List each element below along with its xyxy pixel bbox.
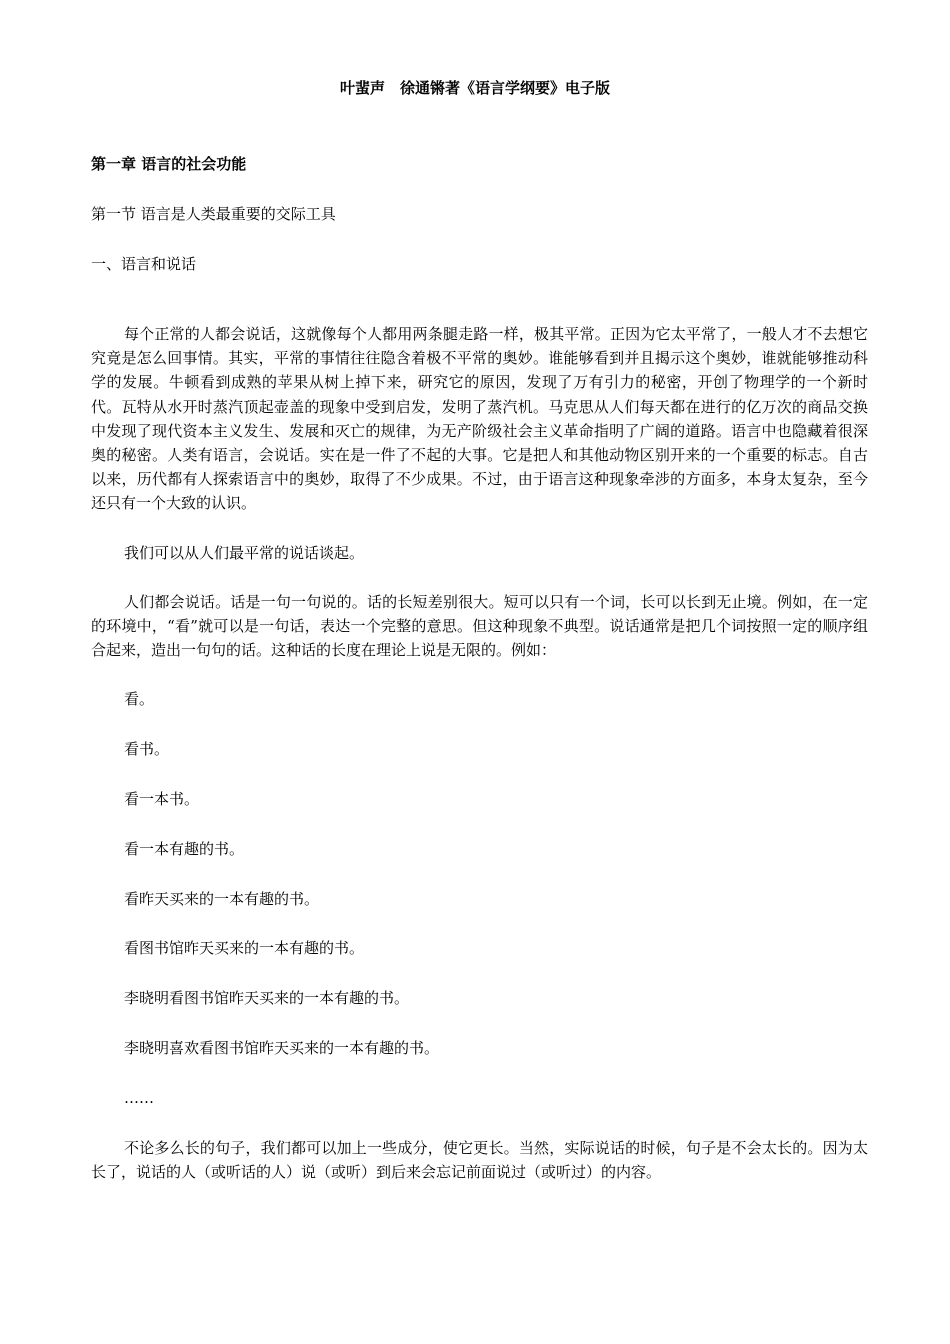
paragraph-intro: 每个正常的人都会说话，这就像每个人都用两条腿走路一样，极其平常。正因为它太平常了，一般人才不去想它究竟是怎么回事情。其实，平常的事情往往隐含着极不平常的奥妙。谁能够看到并且揭示这个奥妙，谁就能够推动科学的发展。牛顿看到成熟的苹果从树上掉下来，研究它的原因，发现了万有引力的秘密，开创了物理学的一个新时代。瓦特从水开时蒸汽顶起壶盖的现象中受到启发，发明了蒸汽机。马克思从人们每天都在进行的亿万次的商品交换中发现了现代资本主义发生、发展和灭亡的规律，为无产阶级社会主义革命指明了广阔的道路。语言中也隐藏着很深奥的秘密。人类有语言，会说话。实在是一件了不起的大事。它是把人和其他动物区别开来的一个重要的标志。自古以来，历代都有人探索语言中的奥妙，取得了不少成果。不过，由于语言这种现象牵涉的方面多，本身太复杂，至今还只有一个大致的认识。 [91,325,868,513]
paragraph-sentence-length: 人们都会说话。话是一句一句说的。话的长短差别很大。短可以只有一个词，长可以长到无止境。例如，在一定的环境中，“看”就可以是一句话，表达一个完整的意思。但这种现象不典型。说话通常是把几个词按照一定的顺序组合起来，造出一句句的话。这种话的长度在理论上说是无限的。例如： [91,592,868,660]
chapter-heading: 第一章 语言的社会功能 [91,155,247,173]
subsection-heading: 一、语言和说话 [91,255,197,273]
paragraph-start-from-speech: 我们可以从人们最平常的说话谈起。 [124,543,365,562]
section-heading: 第一节 语言是人类最重要的交际工具 [91,205,336,223]
example-sentence: 看一本书。 [124,790,200,809]
example-ellipsis: …… [124,1088,154,1107]
document-title: 叶蜚声 徐通锵著《语言学纲要》电子版 [339,79,610,97]
paragraph-closing: 不论多么长的句子，我们都可以加上一些成分，使它更长。当然，实际说话的时候，句子是不会太长的。因为太长了，说话的人（或听话的人）说（或听）到后来会忘记前面说过（或听过）的内容。 [91,1138,868,1181]
example-sentence: 看。 [124,690,155,709]
example-sentence: 李晓明喜欢看图书馆昨天买来的一本有趣的书。 [124,1039,440,1058]
example-sentence: 看书。 [124,740,170,759]
example-sentence: 看昨天买来的一本有趣的书。 [124,889,320,908]
example-sentence: 看一本有趣的书。 [124,839,245,858]
example-sentence: 李晓明看图书馆昨天买来的一本有趣的书。 [124,989,410,1008]
document-body [91,322,868,1209]
example-sentence: 看图书馆昨天买来的一本有趣的书。 [124,939,365,958]
